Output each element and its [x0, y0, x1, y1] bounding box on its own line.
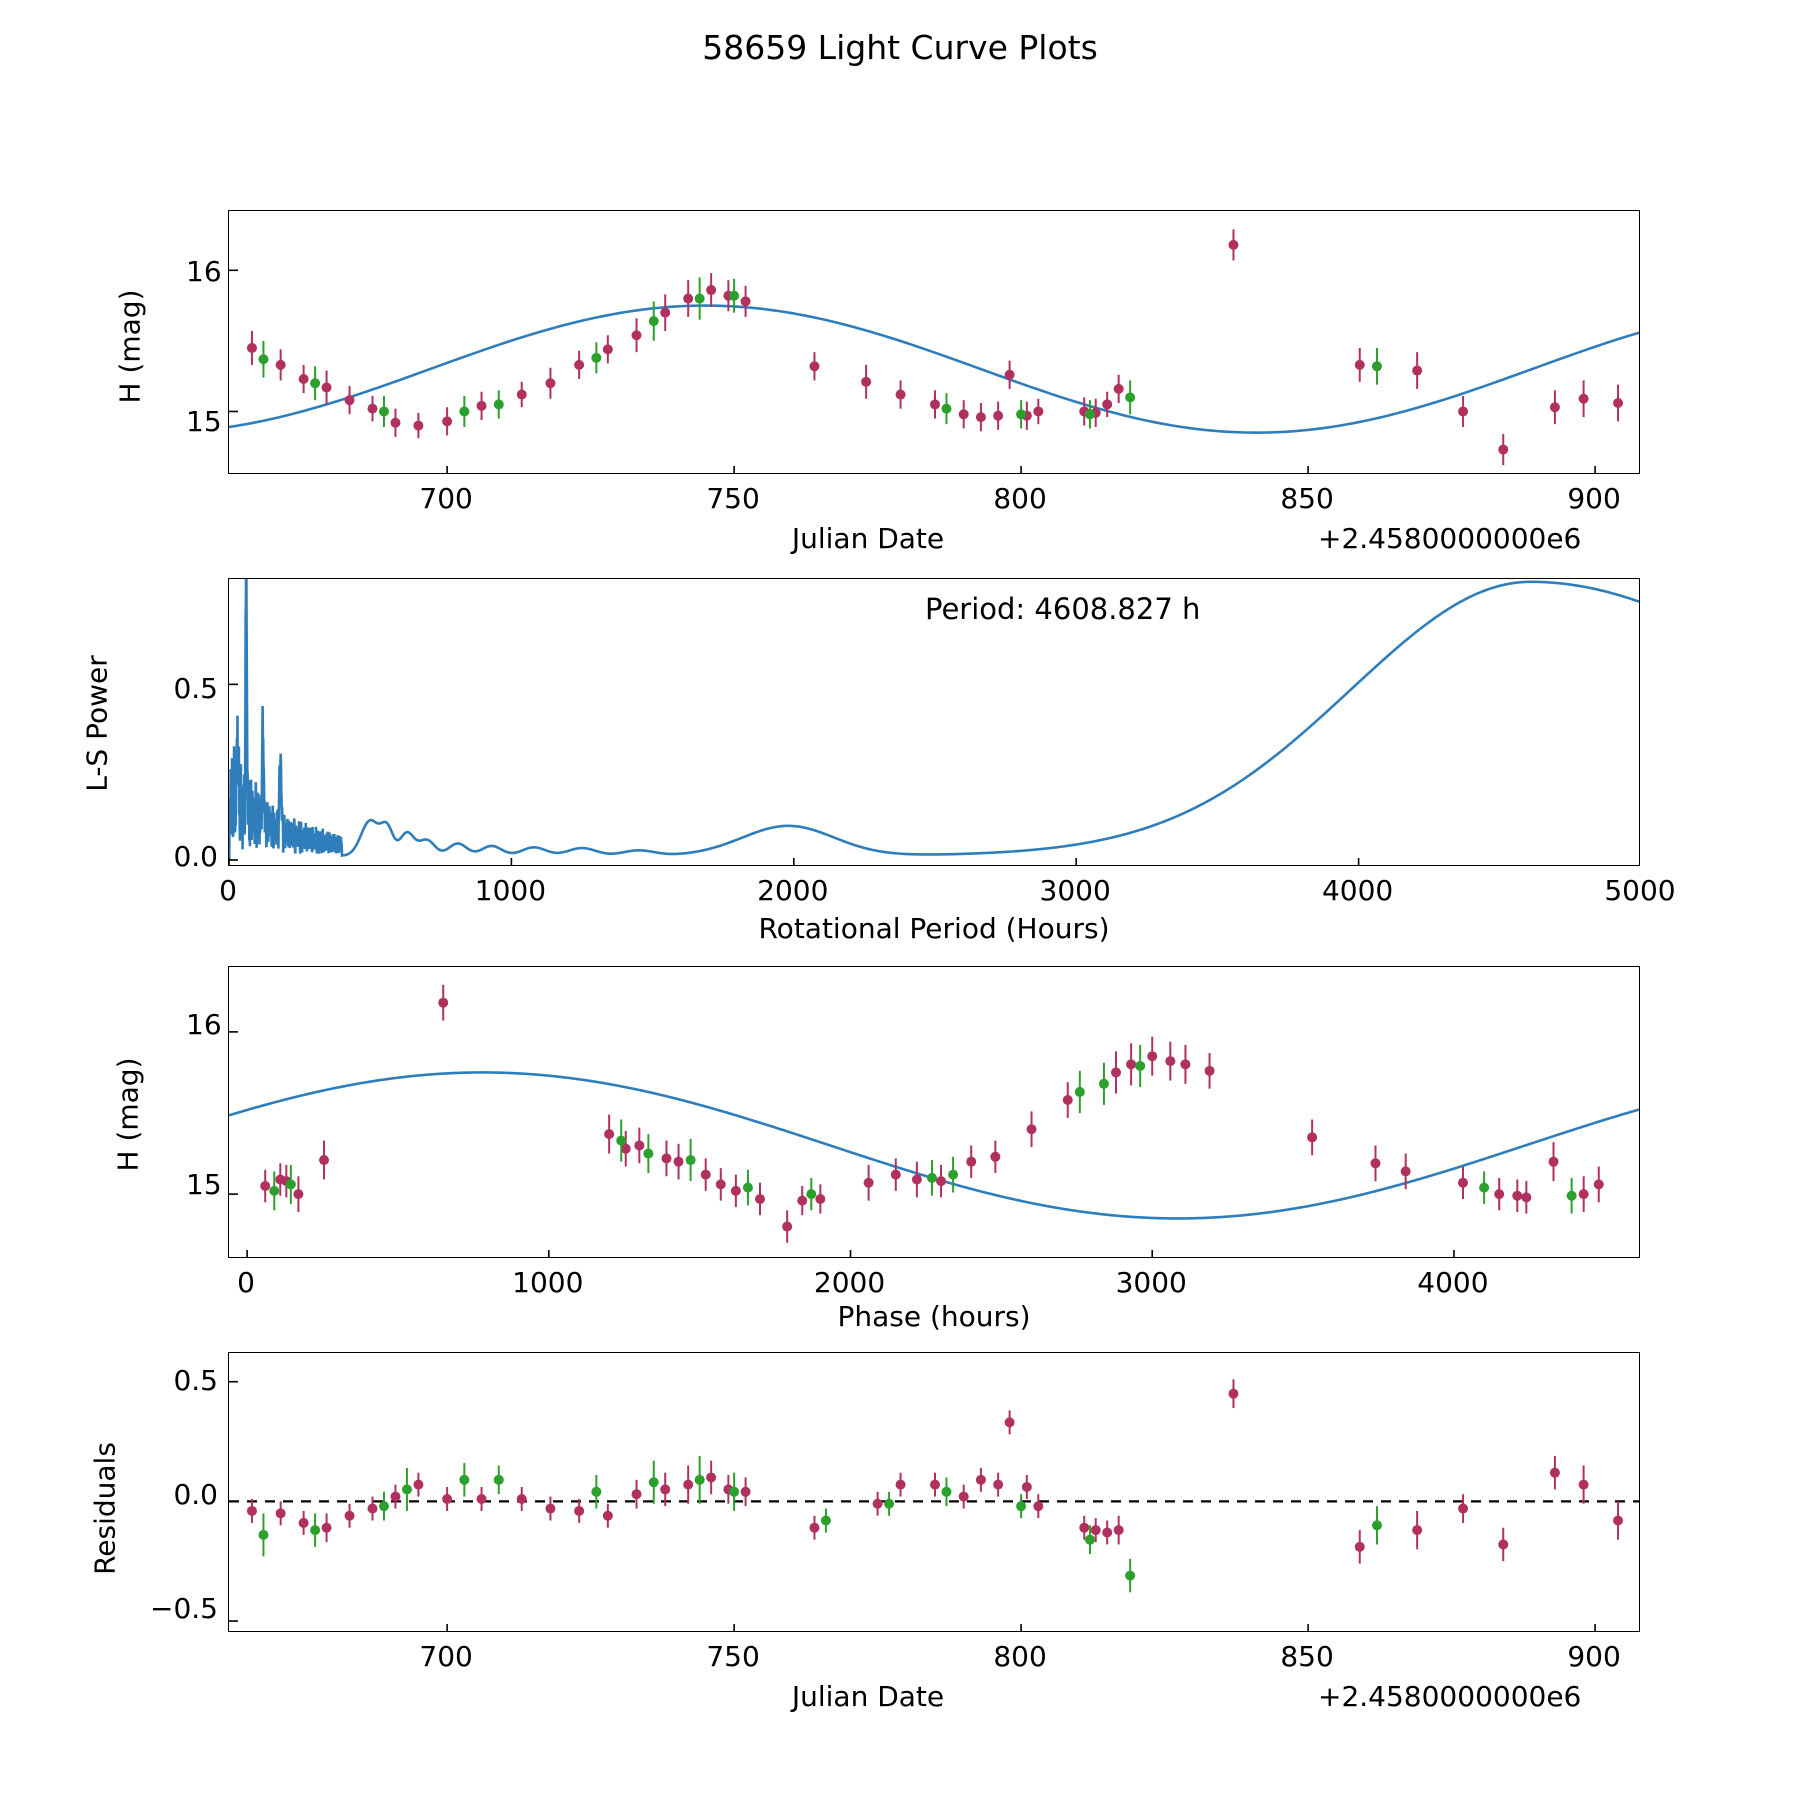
axes-lightcurve-vs-date: [228, 210, 1640, 474]
period-annotation: Period: 4608.827 h: [925, 592, 1201, 626]
data-series-2ca02c: [258, 1456, 1382, 1592]
axes-phase-folded: [228, 966, 1640, 1258]
xtick-label: 900: [1567, 482, 1621, 515]
axis-label-y-3: H (mag): [111, 1057, 145, 1172]
ytick-2-0: 0.0: [173, 840, 218, 873]
axis-label-x-1: Julian Date: [791, 522, 945, 555]
xtick-label: 900: [1567, 1640, 1621, 1673]
ytick-2-1: 0.5: [173, 672, 218, 705]
xtick-label: 700: [419, 482, 473, 515]
data-series-2ca02c: [258, 277, 1382, 428]
xtick-label: 850: [1280, 482, 1334, 515]
data-series-b03060: [260, 985, 1604, 1243]
xtick-label: 2000: [813, 1266, 886, 1299]
data-series-2ca02c: [269, 1045, 1576, 1214]
xtick-label: 3000: [1115, 1266, 1187, 1299]
plot-area-phase-folded: [229, 967, 1640, 1258]
plot-area-residuals: [229, 1353, 1640, 1632]
ytick-3-1: 16: [186, 1008, 222, 1041]
xtick-label: 3000: [1039, 874, 1111, 907]
xtick-label: 0: [219, 874, 237, 907]
xtick-label: 1000: [474, 874, 547, 907]
xtick-label: 750: [706, 482, 760, 515]
ytick-3-0: 15: [186, 1168, 222, 1201]
xtick-label: 2000: [757, 874, 829, 907]
ytick-1-1: 16: [186, 255, 222, 288]
xtick-label: 4000: [1321, 874, 1394, 907]
xtick-label: 750: [706, 1640, 760, 1673]
data-series-b03060: [247, 229, 1623, 465]
xtick-label: 700: [419, 1640, 473, 1673]
ytick-4-0: −0.5: [150, 1592, 218, 1625]
axis-label-y-4: Residuals: [88, 1442, 122, 1575]
axis-label-y-1: H (mag): [113, 289, 147, 404]
xtick-label: 5000: [1604, 874, 1676, 907]
plot-area-lightcurve: [229, 211, 1640, 474]
axis-label-x-2: Rotational Period (Hours): [758, 912, 1110, 945]
xtick-label: 800: [993, 482, 1047, 515]
axis-label-y-2: L-S Power: [80, 655, 114, 792]
xtick-label: 0: [237, 1266, 255, 1299]
figure-title: 58659 Light Curve Plots: [702, 28, 1098, 67]
axis-label-x-3: Phase (hours): [837, 1300, 1031, 1333]
axis-offset-x-1: +2.4580000000e6: [1318, 522, 1582, 555]
xtick-label: 850: [1280, 1640, 1334, 1673]
ytick-4-1: 0.0: [173, 1478, 218, 1511]
xtick-label: 4000: [1417, 1266, 1489, 1299]
ytick-4-2: 0.5: [173, 1364, 218, 1397]
axis-offset-x-4: +2.4580000000e6: [1318, 1680, 1582, 1713]
xtick-label: 800: [993, 1640, 1047, 1673]
ytick-1-0: 15: [186, 405, 222, 438]
data-series-b03060: [247, 1379, 1623, 1563]
axes-residuals: [228, 1352, 1640, 1632]
axis-label-x-4: Julian Date: [791, 1680, 945, 1713]
xtick-label: 1000: [512, 1266, 584, 1299]
